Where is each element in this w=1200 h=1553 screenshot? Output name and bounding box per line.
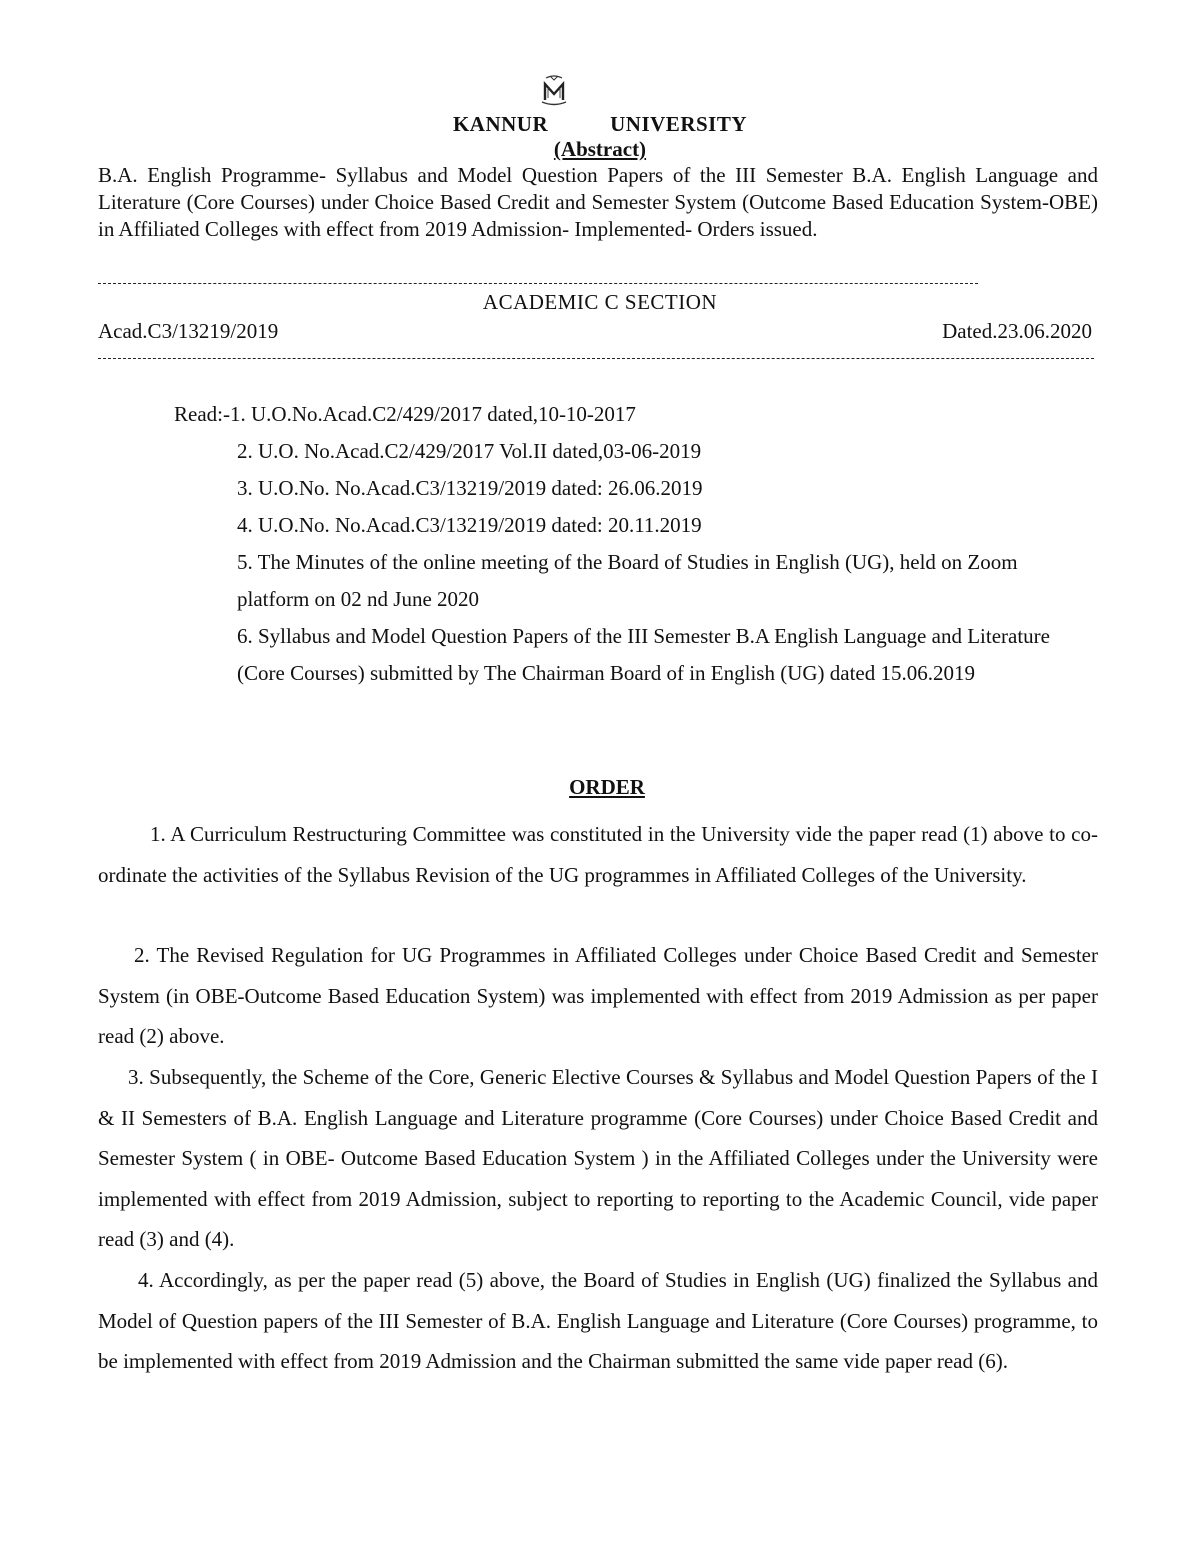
section-name: ACADEMIC C SECTION [482,290,718,314]
read-item-5: 5. The Minutes of the online meeting of the Board of Studies in English (UG), held on Zoom platform on 02 nd June 2020 [237,550,1018,611]
read-item-4: 4. U.O.No. No.Acad.C3/13219/2019 dated: 20.11.2019 [237,513,702,537]
read-prefix: Read:- [174,402,230,426]
read-item-3: 3. U.O.No. No.Acad.C3/13219/2019 dated: 26.06.2019 [237,476,703,500]
abstract-text: B.A. English Programme- Syllabus and Model Question Papers of the III Semester B.A. English Language and Literature (Core Courses) under Choice Based Credit and Semester System (Outcome Based Education System-OBE) in Affiliated Colleges with effect from 2019 Admission- Implemented- Orders issued. [98,163,1098,241]
order-paragraph-3: 3. Subsequently, the Scheme of the Core, Generic Elective Courses & Syllabus and Model Question Papers of the I & II Semesters of B.A. English Language and Literature programme (Core Courses) under Choice Based Credit and Semester System ( in OBE- Outcome Based Education System ) in the Affiliated Colleges under the University were implemented with effect from 2019 Admission, subject to reporting to reporting to the Academic Council, vide paper read (3) and (4). [98,1065,1098,1251]
reference-number: Acad.C3/13219/2019 [98,319,279,343]
order-paragraph-2: 2. The Revised Regulation for UG Programmes in Affiliated Colleges under Choice Based Credit and Semester System (in OBE-Outcome Based Education System) was implemented with effect from 2019 Admission as per paper read (2) above. [98,943,1098,1048]
order-title: ORDER [569,775,645,799]
read-item-1-text: 1. U.O.No.Acad.C2/429/2017 dated,10-10-2017 [229,402,636,426]
abstract-label: (Abstract) [553,137,647,161]
document-date: Dated.23.06.2020 [942,319,1092,343]
read-item-6: 6. Syllabus and Model Question Papers of the III Semester B.A English Language and Literature (Core Courses) submitted by The Chairman Board of in English (UG) dated 15.06.2019 [237,624,1050,685]
order-paragraph-1: 1. A Curriculum Restructuring Committee was constituted in the University vide the paper read (1) above to co-ordinate the activities of the Syllabus Revision of the UG programmes in Affiliated Colleges of the University. [98,822,1098,887]
read-item-1 [174,396,636,433]
read-item-2: 2. U.O. No.Acad.C2/429/2017 Vol.II dated,03-06-2019 [237,439,702,463]
divider-top [98,283,978,284]
university-name-left: KANNUR [452,112,549,136]
order-paragraph-4: 4. Accordingly, as per the paper read (5) above, the Board of Studies in English (UG) finalized the Syllabus and Model of Question papers of the III Semester of B.A. English Language and Literature (Core Courses) programme, to be implemented with effect from 2019 Admission and the Chairman submitted the same vide paper read (6). [98,1268,1098,1373]
university-name [0,112,1200,137]
divider-bottom [98,358,1094,359]
university-name-right: UNIVERSITY [610,112,748,136]
university-emblem-icon [537,74,571,106]
